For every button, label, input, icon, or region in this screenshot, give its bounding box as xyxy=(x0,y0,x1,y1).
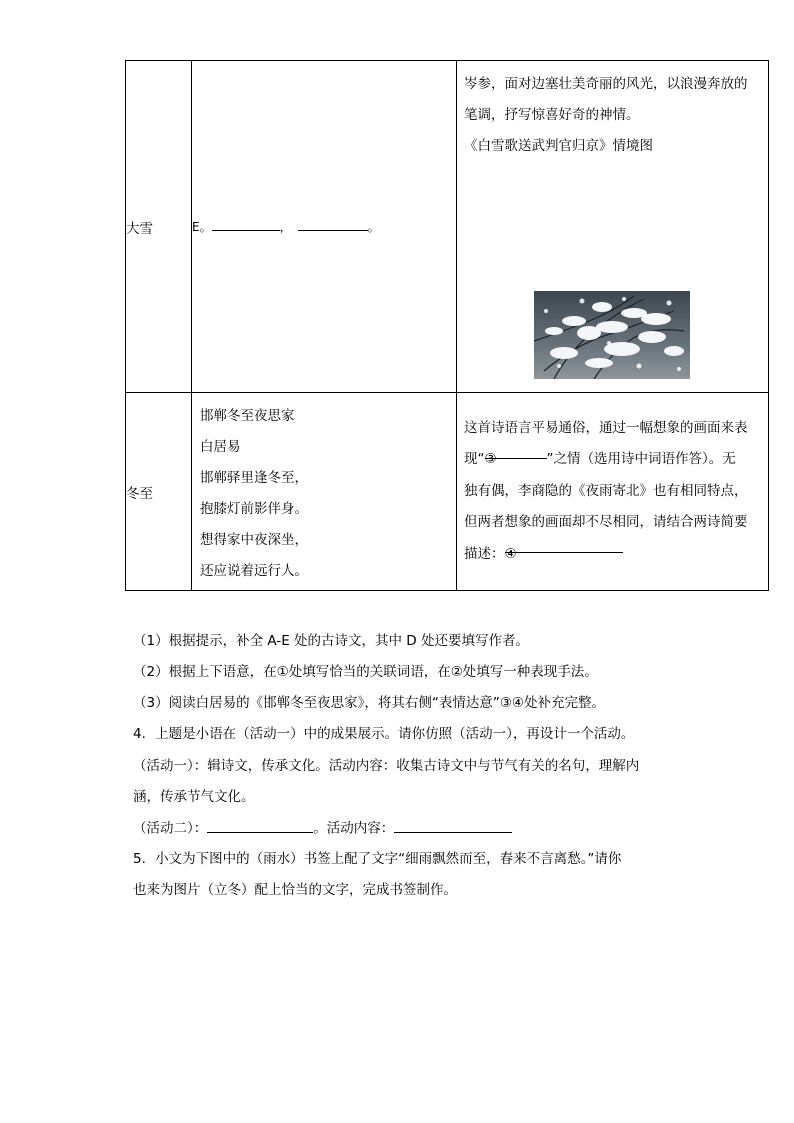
note-line: 岑参，面对边塞壮美奇丽的风光，以浪漫奔放的 xyxy=(464,76,748,92)
note-text: 描述： xyxy=(464,545,505,562)
activity-2-content-blank[interactable] xyxy=(394,818,512,833)
poem-line: 邯郸驿里逢冬至， xyxy=(200,470,308,486)
note-line: 独有偶，李商隐的《夜雨寄北》也有相同特点， xyxy=(464,482,748,499)
question-1: （1）根据提示，补全 A-E 处的古诗文，其中 D 处还要填写作者。 xyxy=(133,633,529,649)
blank-marker: ④ xyxy=(504,545,517,562)
question-4: 4．上题是小语在（活动一）中的成果展示。请你仿照（活动一），再设计一个活动。 xyxy=(133,726,635,742)
note-line: 笔调，抒写惊喜好奇的神情。 xyxy=(464,107,640,123)
blank-e1[interactable] xyxy=(212,218,280,231)
activity-1-line1: （活动一）：辑诗文，传承文化。活动内容：收集古诗文中与节气有关的名句，理解内 xyxy=(133,758,640,774)
item-e-label: E。 xyxy=(192,220,212,234)
poem-line: 抱膝灯前影伴身。 xyxy=(200,501,308,517)
solar-term-label: 大雪 xyxy=(126,220,153,237)
poem-line: 想得家中夜深坐， xyxy=(200,532,308,548)
poem-title: 邯郸冬至夜思家 xyxy=(200,408,295,424)
image-caption: 《白雪歌送武判官归京》情境图 xyxy=(464,138,653,154)
poem-author: 白居易 xyxy=(200,439,241,455)
blank-e2[interactable] xyxy=(298,218,368,231)
activity-2-label: （活动二）： xyxy=(133,820,208,837)
table-row-dongzhi xyxy=(126,393,769,591)
snow-branches-image xyxy=(534,291,690,379)
blank-4[interactable] xyxy=(504,539,623,562)
solar-term-cell xyxy=(126,61,192,393)
note-line: 这首诗语言平易通俗，通过一幅想象的画面来表 xyxy=(464,419,748,436)
solar-term-cell xyxy=(126,393,192,591)
activity-2-line xyxy=(133,818,512,839)
table-row-daxue xyxy=(126,61,769,393)
activity-2-name-blank[interactable] xyxy=(207,818,313,833)
poem-line: 还应说着远行人。 xyxy=(200,563,308,579)
note-line xyxy=(464,444,762,476)
question-5-line1: 5．小文为下图中的（雨水）书签上配了文字“细雨飘然而至，春来不言离愁。”请你 xyxy=(133,851,622,867)
activity-1-line2: 涵，传承节气文化。 xyxy=(133,789,255,805)
note-text: 现“ xyxy=(464,451,485,468)
blank-marker: ③ xyxy=(484,451,497,468)
question-3: （3）阅读白居易的《邯郸冬至夜思家》，将其右侧“表情达意”③④处补充完整。 xyxy=(133,695,606,711)
note-cell-daxue xyxy=(457,61,769,393)
poem-table xyxy=(125,60,769,591)
activity-2-content-label: 。活动内容： xyxy=(313,820,395,837)
note-line: 但两者想象的画面却不尽相同，请结合两诗简要 xyxy=(464,514,748,531)
period: 。 xyxy=(367,220,380,234)
note-line xyxy=(464,539,762,571)
poem-cell xyxy=(192,393,457,591)
question-5-line2: 也来为图片（立冬）配上恰当的文字，完成书签制作。 xyxy=(133,882,457,898)
blank-3[interactable] xyxy=(484,444,547,468)
note-text: ”之情（选用诗中词语作答）。无 xyxy=(546,451,736,468)
note-cell-dongzhi xyxy=(457,393,769,591)
fill-in-cell-e xyxy=(192,61,457,393)
solar-term-label: 冬至 xyxy=(126,485,153,502)
comma: ， xyxy=(279,220,292,234)
question-2: （2）根据上下语意，在①处填写恰当的关联词语，在②处填写一种表现手法。 xyxy=(133,664,598,680)
